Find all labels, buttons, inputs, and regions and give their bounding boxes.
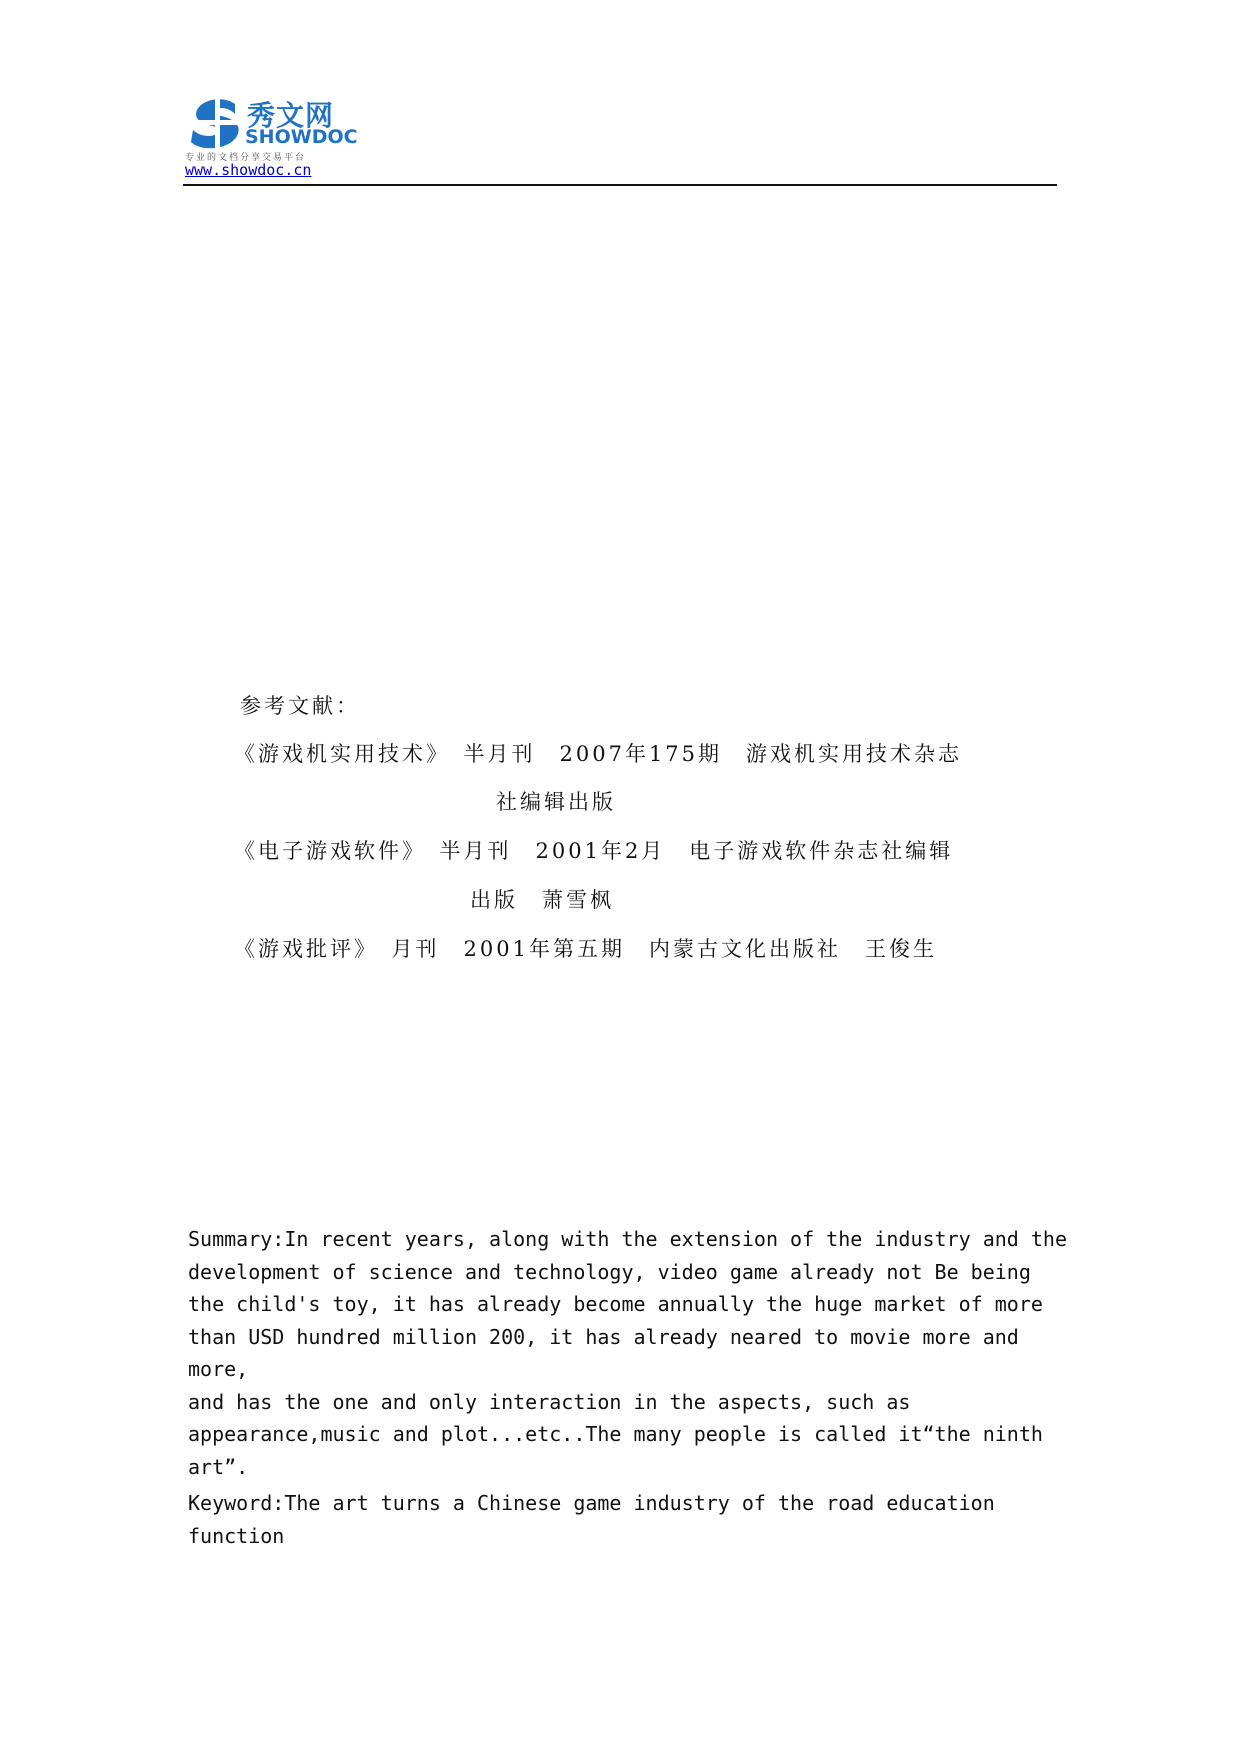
summary-line: than USD hundred million 200, it has already neared to movie more and more, [188, 1324, 1019, 1381]
reference-line: 社编辑出版 [496, 790, 616, 814]
logo-tagline: 专业的文档分享交易平台 [185, 153, 307, 163]
site-link[interactable]: www.showdoc.cn [185, 161, 312, 179]
reference-line: 《游戏批评》 月刊 2001年第五期 内蒙古文化出版社 王俊生 [234, 937, 937, 961]
keyword-line: Keyword:The art turns a Chinese game industry of the road education [188, 1491, 995, 1515]
summary-line: development of science and technology, video game already not Be being [188, 1259, 1031, 1284]
keyword-line: function [188, 1523, 285, 1548]
logo-chinese-name: 秀文网 [247, 99, 335, 132]
reference-line: 《游戏机实用技术》 半月刊 2007年175期 游戏机实用技术杂志 [234, 742, 963, 766]
references-heading: 参考文献： [240, 694, 360, 718]
reference-line: 出版 萧雪枫 [470, 888, 614, 912]
summary-line: appearance,music and plot...etc..The many people is called it“the ninth [188, 1422, 1043, 1446]
summary-line: the child's toy, it has already become annually the huge market of more [188, 1292, 1043, 1316]
showdoc-logo-icon [189, 96, 245, 150]
keyword-paragraph [188, 1487, 1088, 1552]
header-divider [183, 184, 1057, 186]
logo-english-name: SHOWDOC [245, 126, 358, 148]
summary-line: and has the one and only interaction in the aspects, such as [188, 1389, 911, 1414]
summary-line: art”. [188, 1454, 249, 1479]
reference-line: 《电子游戏软件》 半月刊 2001年2月 电子游戏软件杂志社编辑 [234, 839, 954, 863]
summary-line: Summary:In recent years, along with the extension of the industry and the [188, 1227, 1067, 1251]
page-header [185, 88, 1055, 186]
summary-paragraph [188, 1223, 1088, 1483]
